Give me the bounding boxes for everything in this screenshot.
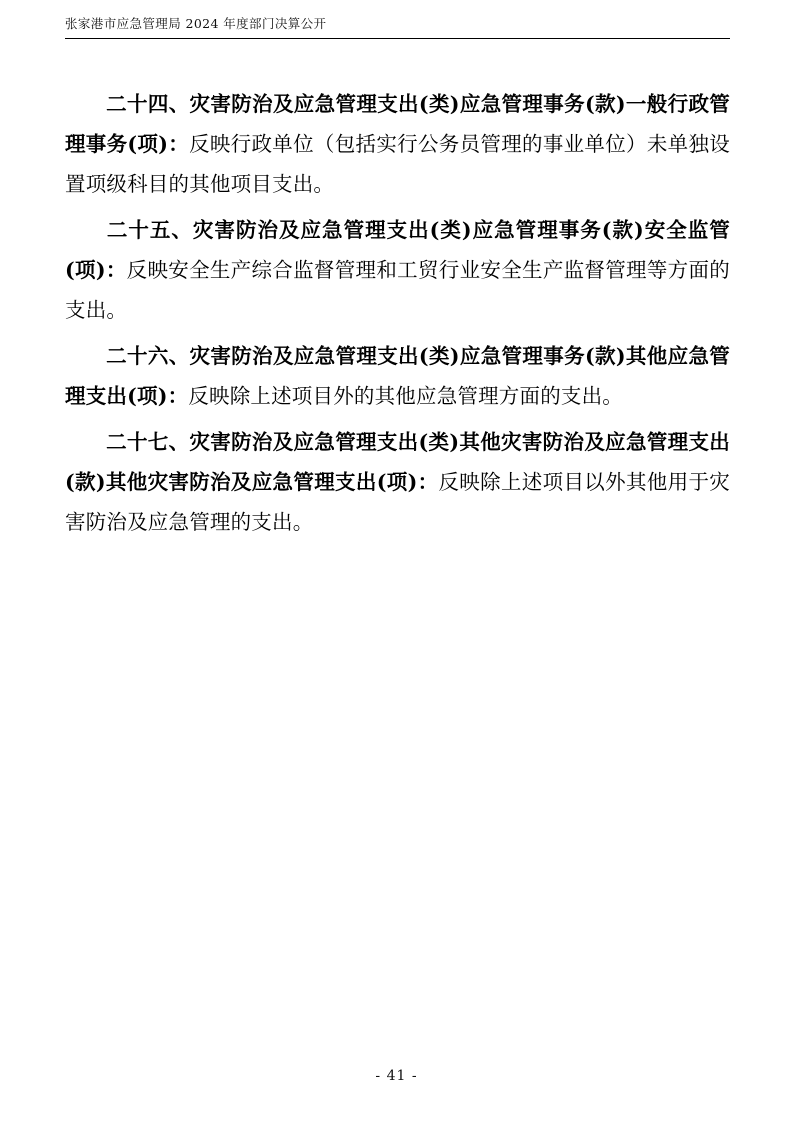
page-number: - 41 - — [375, 1068, 418, 1084]
page-footer — [0, 1068, 793, 1084]
paragraph-26 — [65, 336, 730, 416]
paragraph-27 — [65, 422, 730, 542]
paragraph-26-body: 反映除上述项目外的其他应急管理方面的支出。 — [188, 384, 624, 408]
paragraph-24-body: 反映行政单位（包括实行公务员管理的事业单位）未单独设置项级科目的其他项目支出。 — [65, 132, 730, 196]
paragraph-24 — [65, 84, 730, 204]
paragraph-25 — [65, 210, 730, 330]
paragraph-27-lead: 二十七、灾害防治及应急管理支出(类)其他灾害防治及应急管理支出(款)其他灾害防治及应急管理支出(项)： — [65, 430, 730, 494]
page-header — [65, 14, 730, 39]
paragraph-25-body: 反映安全生产综合监督管理和工贸行业安全生产监督管理等方面的支出。 — [65, 258, 730, 322]
paragraph-25-lead: 二十五、灾害防治及应急管理支出(类)应急管理事务(款)安全监管(项)： — [65, 218, 730, 282]
header-title: 张家港市应急管理局 2024 年度部门决算公开 — [65, 16, 327, 31]
paragraph-26-lead: 二十六、灾害防治及应急管理支出(类)应急管理事务(款)其他应急管理支出(项)： — [65, 344, 730, 408]
document-body — [65, 84, 730, 548]
paragraph-24-lead: 二十四、灾害防治及应急管理支出(类)应急管理事务(款)一般行政管理事务(项)： — [65, 92, 730, 156]
paragraph-27-body: 反映除上述项目以外其他用于灾害防治及应急管理的支出。 — [65, 470, 730, 534]
header-divider — [65, 38, 730, 39]
